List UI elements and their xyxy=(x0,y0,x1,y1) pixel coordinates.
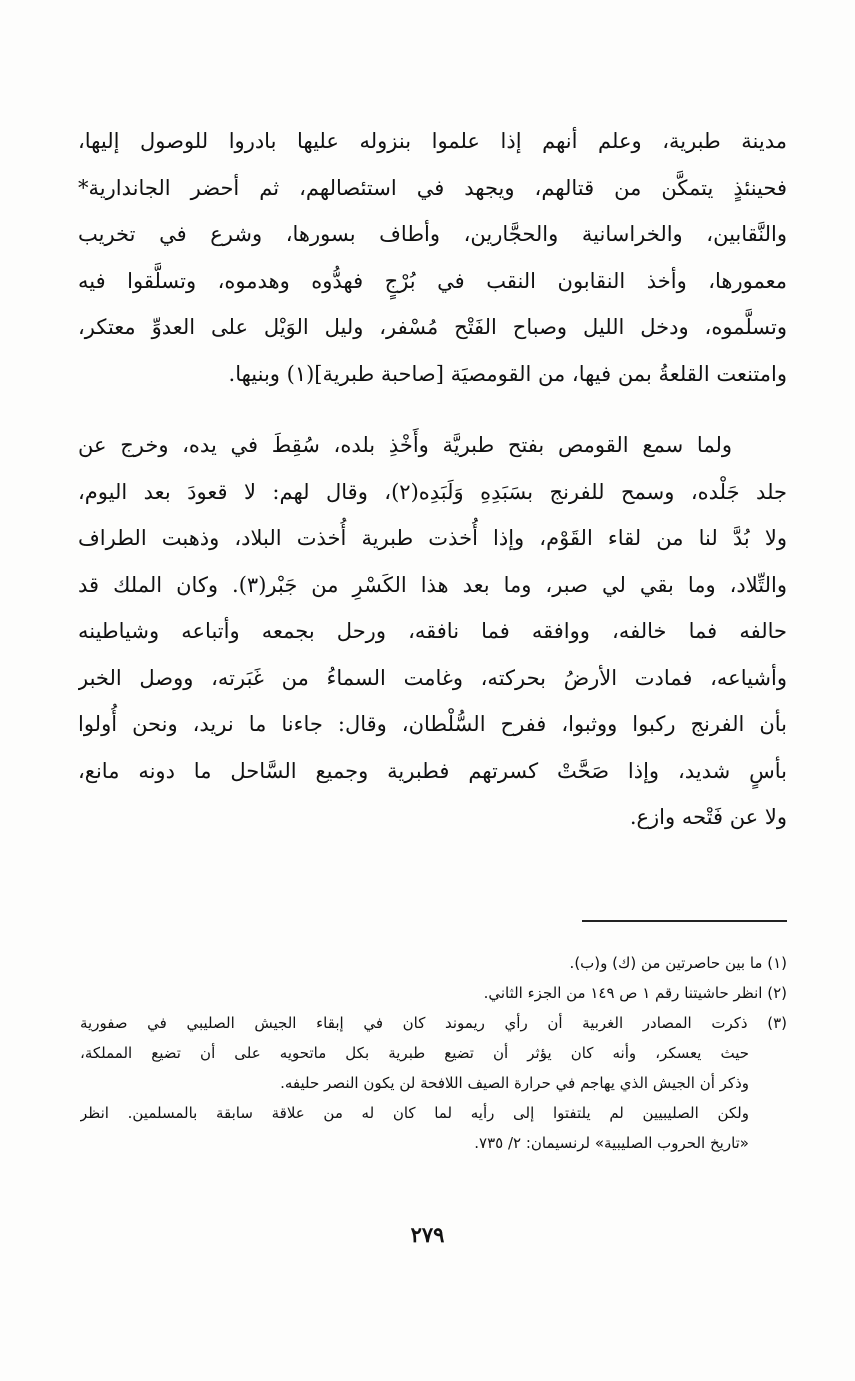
footnote-2: (٢) انظر حاشيتنا رقم ١ ص ١٤٩ من الجزء الثاني. xyxy=(483,984,787,1002)
footnote-3-line: (٣) ذكرت المصادر الغربية أن رأي ريموند كان في إبقاء الجيش الصليبي في صفورية xyxy=(80,1014,787,1032)
text-line: والنَّقابين، والخراسانية والحجَّارين، وأطاف بسورها، وشرع في تخريب xyxy=(78,222,787,246)
text-line: ولما سمع القومص بفتح طبريَّة وأَخْذِ بلده، سُقِطَ في يده، وخرج عن xyxy=(78,433,732,457)
text-line: ولا بُدَّ لنا من لقاء القَوْم، وإذا أُخذت طبرية أُخذت البلاد، وذهبت الطراف xyxy=(78,526,787,550)
footnote-3-line: حيث يعسكر، وأنه كان يؤثر أن تضيع طبرية بكل ماتحويه على أن تضيع المملكة، xyxy=(80,1044,749,1062)
footnote-1: (١) ما بين حاصرتين من (ك) و(ب). xyxy=(569,954,787,972)
footnote-3-line: وذكر أن الجيش الذي يهاجم في حرارة الصيف اللافحة لن يكون النصر حليفه. xyxy=(280,1074,749,1092)
text-line: وتسلَّموه، ودخل الليل وصباح الفَتْح مُسْفر، وليل الوَيْل على العدوِّ معتكر، xyxy=(78,315,787,339)
text-line: معمورها، وأخذ النقابون النقب في بُرْجٍ فهدُّوه وهدموه، وتسلَّقوا فيه xyxy=(78,268,787,293)
text-line: وأشياعه، فمادت الأرضُ بحركته، وغامت السماءُ من غَبَرته، ووصل الخبر xyxy=(78,665,787,690)
text-line: فحينئذٍ يتمكَّن من قتالهم، ويجهد في استئصالهم، ثم أحضر الجاندارية* xyxy=(78,175,787,200)
page-number: ٢٧٩ xyxy=(410,1222,445,1247)
text-line: جلد جَلْده، وسمح للفرنج بسَبَدِهِ وَلَبَدِه(٢)، وقال لهم: لا قعودَ بعد اليوم، xyxy=(78,479,787,504)
text-line: مدينة طبرية، وعلم أنهم إذا علموا بنزوله عليها بادروا للوصول إليها، xyxy=(78,129,787,153)
text-line: وامتنعت القلعةُ بمن فيها، من القومصيَة [صاحبة طبرية](١) وبنيها. xyxy=(228,361,787,386)
footnote-3-line: «تاريخ الحروب الصليبية» لرنسيمان: ٢/ ٧٣٥. xyxy=(474,1134,749,1152)
text-line: بأن الفرنج ركبوا ووثبوا، ففرح السُّلْطان، وقال: جاءنا ما نريد، ونحن أُولوا xyxy=(78,712,787,736)
footnote-3-line: ولكن الصليبيين لم يلتفتوا إلى رأيه لما كان له من علاقة سابقة بالمسلمين. انظر xyxy=(80,1104,749,1122)
footnotes xyxy=(80,948,787,1158)
paragraph-2 xyxy=(78,422,787,841)
paragraph-1 xyxy=(78,118,787,397)
footnote-divider xyxy=(582,920,787,922)
text-line: بأسٍ شديد، وإذا صَحَّتْ كسرتهم فطبرية وجميع السَّاحل ما دونه مانع، xyxy=(78,758,787,783)
text-line: ولا عن فَتْحه وازع. xyxy=(629,805,787,829)
text-line: والتِّلاد، وما بقي لي صبر، وما بعد هذا الكَسْرِ من جَبْر(٣). وكان الملك قد xyxy=(78,572,787,597)
text-line: حالفه فما خالفه، ووافقه فما نافقه، ورحل بجمعه وأتباعه وشياطينه xyxy=(78,619,787,643)
